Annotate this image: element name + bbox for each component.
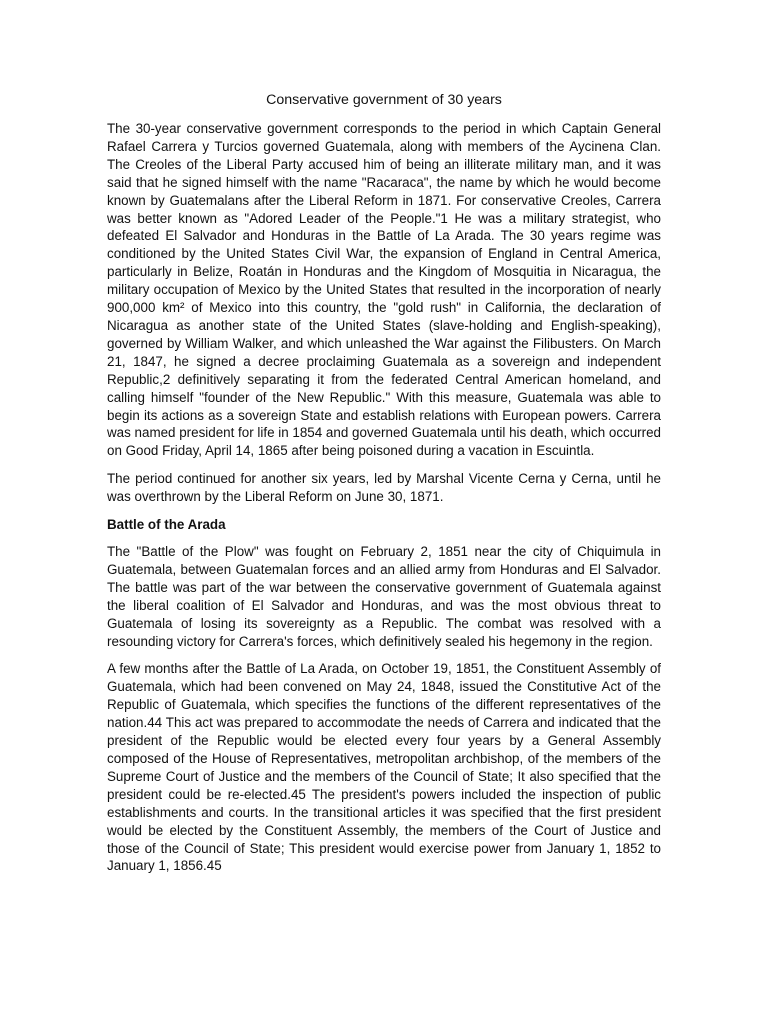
section-heading-battle: Battle of the Arada (107, 517, 226, 533)
document-page (107, 90, 661, 885)
paragraph-period-continued: The period continued for another six years, led by Marshal Vicente Cerna y Cerna, until he was overthrown by the Liberal Reform on June 30, 1871. (107, 471, 661, 505)
document-title: Conservative government of 30 years (266, 92, 502, 108)
paragraph-constitutive-act: A few months after the Battle of La Arada, on October 19, 1851, the Constituent Assembly of Guatemala, which had been convened on May 24, 1848, issued the Constitutive Act of the Republic of Guatemala, which specifies the functions of the different representatives of the nation.44 This act was prepared to accommodate the needs of Carrera and indicated that the president of the Republic would be elected every four years by a General Assembly composed of the House of Representatives, metropolitan archbishop, of the members of the Supreme Court of Justice and the members of the Council of State; It also specified that the president could be re-elected.45 The president's powers included the inspection of public establishments and courts. In the transitional articles it was specified that the first president would be elected by the Constituent Assembly, the members of the Court of Justice and those of the Council of State; This president would exercise power from January 1, 1852 to January 1, 1856.45 (107, 661, 661, 874)
paragraph-battle-of-the-plow: The "Battle of the Plow" was fought on February 2, 1851 near the city of Chiquimula in Guatemala, between Guatemalan forces and an allied army from Honduras and El Salvador. The battle was part of the war between the conservative government of Guatemala against the liberal coalition of El Salvador and Honduras, and was the most obvious threat to Guatemala of losing its sovereignty as a Republic. The combat was resolved with a resounding victory for Carrera's forces, which definitively sealed his hegemony in the region. (107, 544, 661, 649)
paragraph-conservative-government: The 30-year conservative government corresponds to the period in which Captain General Rafael Carrera y Turcios governed Guatemala, along with members of the Aycinena Clan. The Creoles of the Liberal Party accused him of being an illiterate military man, and it was said that he signed himself with the name "Racaraca", the name by which he would become known by Guatemalans after the Liberal Reform in 1871. For conservative Creoles, Carrera was better known as "Adored Leader of the People."1 He was a military strategist, who defeated El Salvador and Honduras in the Battle of La Arada. The 30 years regime was conditioned by the United States Civil War, the expansion of England in Central America, particularly in Belize, Roatán in Honduras and the Kingdom of Mosquitia in Nicaragua, the military occupation of Mexico by the United States that resulted in the incorporation of nearly 900,000 km² of Mexico into this country, the "gold rush" in California, the declaration of Nicaragua as another state of the United States (slave-holding and English-speaking), governed by William Walker, and which unleashed the War against the Filibusters. On March 21, 1847, he signed a decree proclaiming Guatemala as a sovereign and independent Republic,2 definitively separating it from the federated Central American homeland, and calling himself "founder of the New Republic." With this measure, Guatemala was able to begin its actions as a sovereign State and establish relations with European powers. Carrera was named president for life in 1854 and governed Guatemala until his death, which occurred on Good Friday, April 14, 1865 after being poisoned during a vacation in Escuintla. (107, 121, 661, 459)
